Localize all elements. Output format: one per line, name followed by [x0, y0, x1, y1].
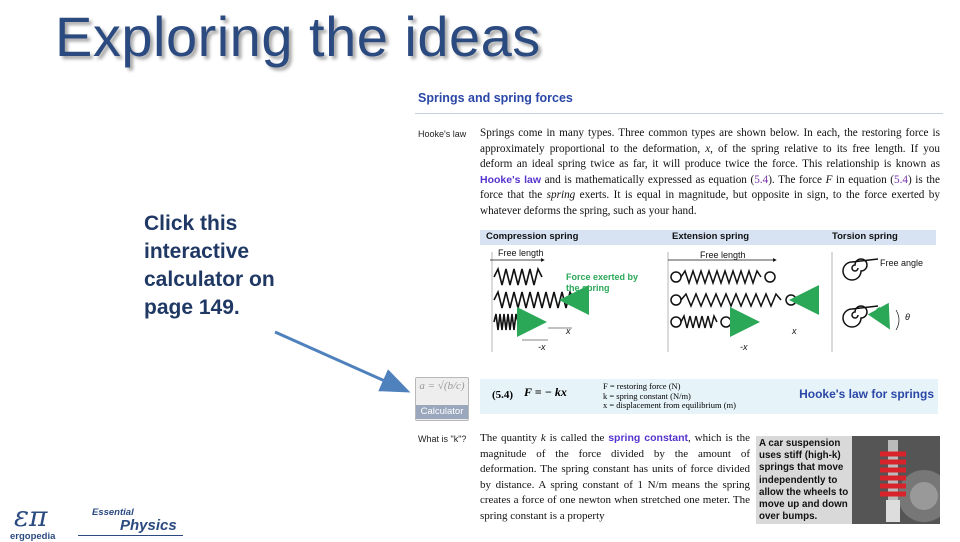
torsion-spring-heading: Torsion spring: [832, 231, 898, 242]
hookes-law-paragraph: Springs come in many types. Three common types are shown below. In each, the restoring force is approximately proportional to the deformation, x, of the spring relative to its free length. If you deform an ideal spring twice as far, it will produce twice the force. This relationship is known as Hooke's law and is mathematically expressed as equation (5.4). The force F in equation (5.4) is the force that the spring exerts. It is equal in magnitude, but opposite in sign, to the force exerted by whatever deforms the spring, such as your hand.: [480, 127, 940, 217]
branding-underline: [78, 535, 183, 536]
free-length-label: Free length: [498, 248, 544, 258]
car-suspension-photo: [852, 436, 940, 524]
def-k: k = spring constant (N/m): [603, 390, 691, 401]
hookes-law-link[interactable]: Hooke's law: [480, 173, 542, 186]
def-f: F = restoring force (N): [603, 381, 681, 391]
x-label: x: [566, 326, 571, 336]
equation-definitions: [603, 382, 736, 411]
equation-number: (5.4): [492, 389, 514, 401]
theta-label: θ: [905, 312, 910, 322]
equation-box: [480, 379, 938, 414]
compression-spring-heading: Compression spring: [486, 231, 579, 242]
neg-x-label: -x: [538, 342, 546, 352]
equation-name: Hooke's law for springs: [799, 387, 934, 401]
spring-constant-link[interactable]: spring constant: [608, 432, 689, 444]
logo-symbol: επ: [14, 500, 48, 533]
free-angle-label: Free angle: [880, 258, 924, 268]
force-exerted-label: Force exerted by the spring: [566, 272, 639, 293]
calculator-label: Calculator: [416, 405, 468, 419]
equation-ref-link[interactable]: 5.4: [754, 173, 769, 186]
essential-label: Essential: [92, 507, 134, 518]
page-heading: Springs and spring forces: [418, 91, 573, 105]
spring-types-diagram: [480, 230, 936, 360]
spring-constant-paragraph: The quantity k is called the spring constant, which is the magnitude of the force divided by the amount of deformation. The spring constant has units of force divided by distance. A spring constant of 1 N/m means the spring creates a force of one newton when stretched one meter. The spring constant is a property: [480, 432, 750, 522]
equation-formula: F = − kx: [524, 385, 567, 399]
x-label: x: [792, 326, 797, 336]
extension-spring-heading: Extension spring: [672, 231, 750, 242]
hookes-law-label: Hooke's law: [418, 129, 467, 139]
calculator-button[interactable]: [415, 377, 469, 421]
heading-divider: [415, 113, 943, 114]
what-is-k-label: What is "k"?: [418, 434, 467, 444]
free-length-label: Free length: [700, 250, 746, 260]
physics-label: Physics: [120, 517, 177, 534]
suspension-caption: A car suspension uses stiff (high-k) springs that move independently to allow the wheels to move up and down over bumps.: [756, 436, 852, 524]
def-x: x = displacement from equilibrium (m): [603, 400, 736, 410]
logo-wordmark: ergopedia: [10, 531, 56, 542]
callout-text: Click this interactive calculator on page 149.: [144, 212, 275, 319]
slide-title: Exploring the ideas: [55, 5, 541, 68]
equation-ref-link[interactable]: 5.4: [894, 173, 909, 186]
neg-x-label: -x: [740, 342, 748, 352]
calculator-formula-icon: a = √(b/c): [419, 380, 465, 392]
